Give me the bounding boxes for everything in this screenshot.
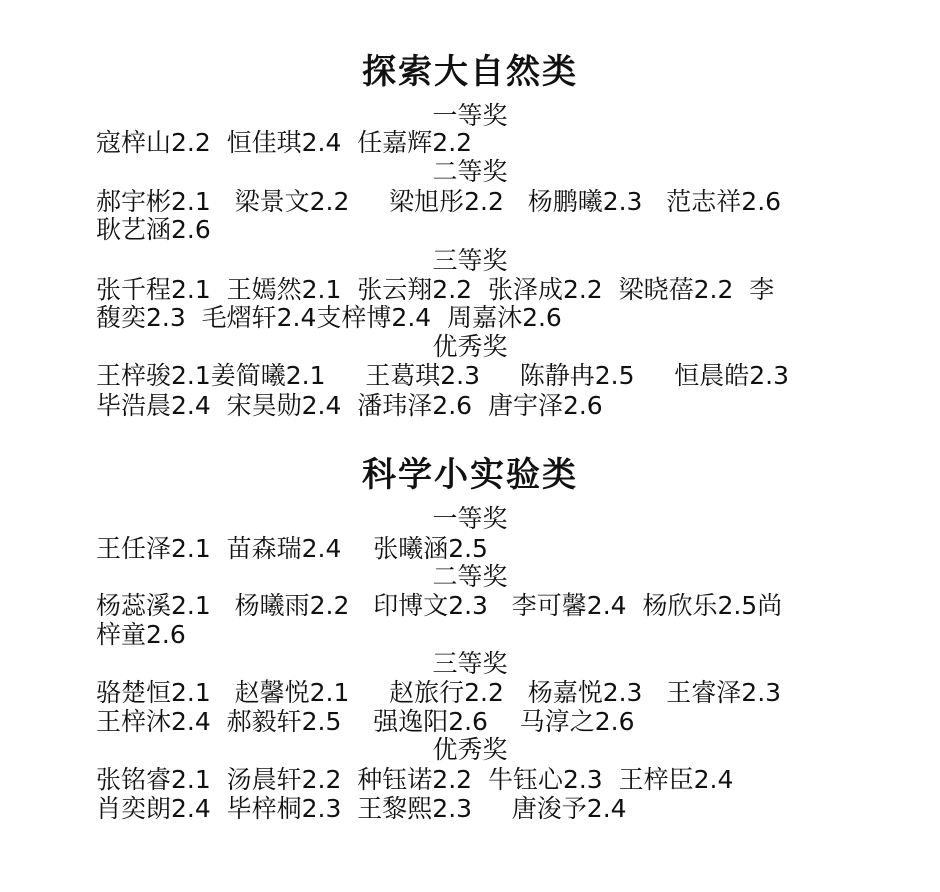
winners-line: 梓童2.6	[96, 620, 186, 649]
award-label-first: 一等奖	[432, 101, 508, 130]
award-label-first: 一等奖	[432, 504, 508, 533]
winners-line: 张千程2.1 王嫣然2.1 张云翔2.2 张泽成2.2 梁晓蓓2.2 李	[96, 275, 775, 304]
section-title-nature: 探索大自然类	[362, 52, 578, 92]
winners-line: 郝宇彬2.1 梁景文2.2 梁旭彤2.2 杨鹏曦2.3 范志祥2.6	[96, 187, 782, 216]
winners-line: 杨蕊溪2.1 杨曦雨2.2 印博文2.3 李可馨2.4 杨欣乐2.5尚	[96, 591, 783, 620]
winners-line: 寇梓山2.2 恒佳琪2.4 任嘉辉2.2	[96, 128, 473, 157]
winners-line: 毕浩晨2.4 宋昊勋2.4 潘玮泽2.6 唐宇泽2.6	[96, 391, 603, 420]
section-title-science: 科学小实验类	[362, 455, 578, 495]
winners-line: 肖奕朗2.4 毕梓桐2.3 王黎熙2.3 唐浚予2.4	[96, 794, 627, 823]
award-label-third: 三等奖	[432, 246, 508, 275]
winners-line: 馥奕2.3 毛熠轩2.4支梓博2.4 周嘉沐2.6	[96, 303, 562, 332]
award-label-merit: 优秀奖	[432, 332, 508, 361]
award-label-second: 二等奖	[432, 157, 508, 186]
winners-line: 骆楚恒2.1 赵馨悦2.1 赵旅行2.2 杨嘉悦2.3 王睿泽2.3	[96, 678, 782, 707]
winners-line: 王梓沐2.4 郝毅轩2.5 强逸阳2.6 马淳之2.6	[96, 707, 635, 736]
award-label-merit: 优秀奖	[432, 735, 508, 764]
award-label-second: 二等奖	[432, 562, 508, 591]
winners-line: 张铭睿2.1 汤晨轩2.2 种钰诺2.2 牛钰心2.3 王梓臣2.4	[96, 765, 734, 794]
winners-line: 王任泽2.1 苗森瑞2.4 张曦涵2.5	[96, 534, 488, 563]
winners-line: 王梓骏2.1姜简曦2.1 王葛琪2.3 陈静冉2.5 恒晨皓2.3	[96, 361, 789, 390]
award-label-third: 三等奖	[432, 649, 508, 678]
winners-line: 耿艺涵2.6	[96, 215, 211, 244]
